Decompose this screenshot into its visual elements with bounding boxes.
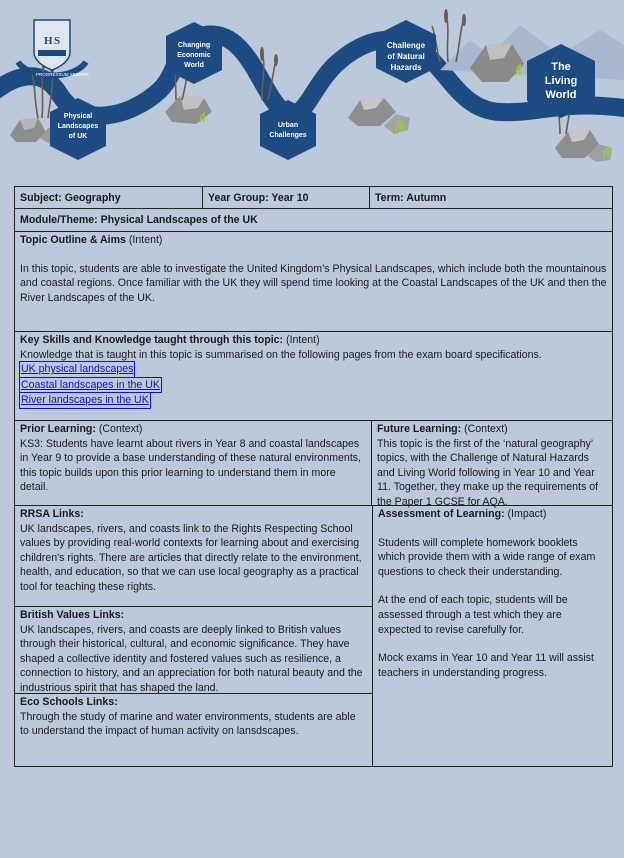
topic-text: In this topic, students are able to investigate the United Kingdom’s Physical Landscapes, which include both the mountainous and coastal regions. Once familiar with the UK they will spend time looking at the Coastal Landscapes of the UK and then the River Landscapes of the UK. <box>20 262 607 304</box>
link-river-landscapes[interactable]: River landscapes in the UK <box>21 394 149 407</box>
future-heading: Future Learning: (Context) <box>377 423 508 435</box>
module-row <box>15 209 612 232</box>
school-logo <box>18 20 90 77</box>
topic-row <box>15 232 612 332</box>
assessment-heading: Assessment of Learning: (Impact) <box>378 508 547 520</box>
term-cell: Term: Autumn <box>375 192 447 204</box>
link-uk-physical-landscapes[interactable]: UK physical landscapes <box>21 363 134 376</box>
header-banner <box>0 0 624 180</box>
topic-heading: Topic Outline & Aims (Intent) <box>20 234 163 246</box>
skills-row <box>15 332 612 421</box>
skills-section <box>15 332 612 420</box>
link-coastal-landscapes[interactable]: Coastal landscapes in the UK <box>21 378 160 391</box>
skills-text: Knowledge that is taught in this topic is summarised on the following pages from the exam board specifications. <box>20 348 542 361</box>
british-heading: British Values Links: <box>20 609 125 621</box>
links-row <box>15 506 612 766</box>
assessment-section <box>373 506 612 766</box>
eco-text: Through the study of marine and water environments, students are able to understand the impact of human activity on lansdscapes. <box>20 710 356 738</box>
prior-learning-section <box>15 421 372 505</box>
learning-row <box>15 421 612 506</box>
header-row <box>15 187 612 209</box>
future-text: This topic is the first of the ‘natural geography’ topics, with the Challenge of Natural Hazards and Living World following in Year 10 and Year 11. Together, they make up the requirements of the Paper 1 GCSE for AQA. <box>377 437 599 508</box>
prior-heading: Prior Learning: (Context) <box>20 423 143 435</box>
svg-text:ChangingEconomicWorld: Changing Economic World <box>177 42 211 69</box>
skills-heading: Key Skills and Knowledge taught through this topic: (Intent) <box>20 334 320 346</box>
links-column <box>15 506 373 766</box>
svg-text:TheLivingWorld: The Living World <box>544 61 578 101</box>
rrsa-section <box>15 506 372 607</box>
module-title: Module/Theme: Physical Landscapes of the UK <box>20 214 258 226</box>
svg-text:H: H <box>44 35 53 47</box>
eco-heading: Eco Schools Links: <box>20 696 118 708</box>
svg-text:UrbanChallenges: Urban Challenges <box>269 122 307 139</box>
assessment-paragraph: Mock exams in Year 10 and Year 11 will assist teachers in understanding progress. <box>378 652 594 679</box>
rrsa-heading: RRSA Links: <box>20 508 84 520</box>
year-group-cell: Year Group: Year 10 <box>203 187 370 208</box>
eco-schools-section <box>15 694 372 766</box>
svg-text:Challengeof NaturalHazards: Challenge of Natural Hazards <box>386 41 426 72</box>
rrsa-text: UK landscapes, rivers, and coasts link to the Rights Respecting School values by providing real-world contexts for learning about and exercising children's rights. There are articles that directly relate to the environment, health, and education, so that we can use local geography as a practical tool for teaching these rights. <box>20 522 362 593</box>
subject-cell: Subject: Geography <box>15 187 203 208</box>
svg-text:S: S <box>54 35 61 47</box>
svg-text:PROGRESSUM SEMPER: PROGRESSUM SEMPER <box>36 72 89 77</box>
topic-section <box>15 232 612 331</box>
assessment-paragraph: Students will complete homework booklets which provide them with a wide range of exam questions to check their understanding. <box>378 536 596 578</box>
british-values-section <box>15 607 372 694</box>
curriculum-table <box>14 186 613 767</box>
future-learning-section <box>372 421 612 508</box>
svg-text:PhysicalLandscapesof UK: Physical Landscapes of UK <box>57 113 99 140</box>
british-text: UK landscapes, rivers, and coasts are deeply linked to British values through their historical, cultural, and economic significance. They have shaped a collective identity and fostered values such as resilience, a connection to history, and an appreciation for both natural beauty and the industrious spirit that has shaped the land. <box>20 623 363 694</box>
assessment-paragraph: At the end of each topic, students will be assessed through a test which they are expected to revise carefully for. <box>378 594 568 636</box>
stage-natural-hazards <box>376 20 436 83</box>
prior-text: KS3: Students have learnt about rivers in Year 8 and coastal landscapes in Year 9 to provide a base understanding of these natural environments, this topic builds upon this prior learning to understand them in more detail. <box>20 437 361 494</box>
